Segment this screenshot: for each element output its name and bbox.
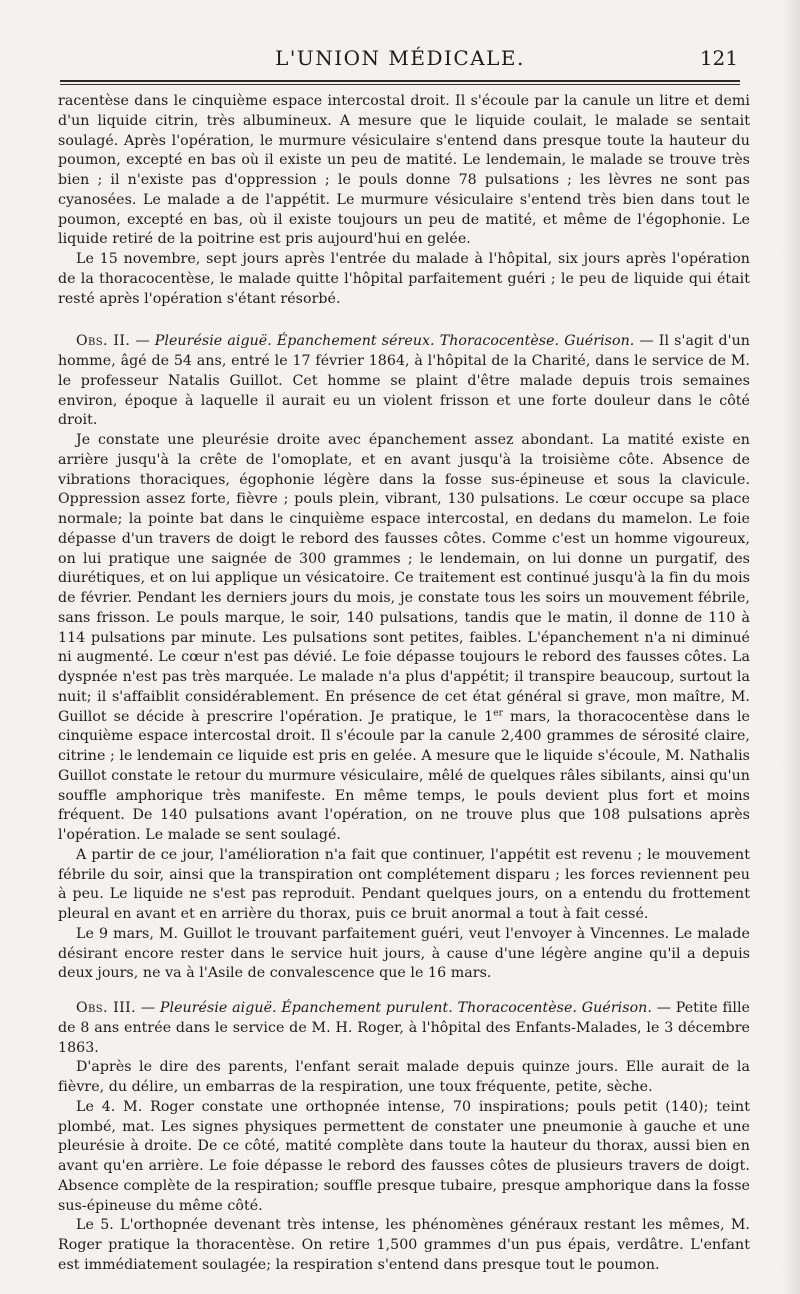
observation-3-label: Obs. III. — [76, 1000, 137, 1016]
paragraph-case-3-day-5: Le 5. L'orthopnée devenant très intense, les phénomènes généraux restant les mêmes, M. Roger pratique la thoracentèse. On retire 1,500 grammes d'un pus épais, verdâtre. L'enfant est immédiatement soulagée; la respiration s'entend dans presque tout le poumon. — [58, 1217, 750, 1273]
header-rule — [60, 80, 740, 82]
observation-2-title: Pleurésie aiguë. Épanchement séreux. Thoracocentèse. Guérison. — [154, 333, 635, 350]
observation-3-dash: — — [136, 1000, 160, 1016]
paragraph-case-2-findings — [58, 431, 750, 846]
paragraph-case-3-day-4: Le 4. M. Roger constate une orthopnée intense, 70 inspirations; pouls petit (140); teint plombé, mat. Les signes physiques permettent de constater une pneumonie à gauche et une pleurésie à droite. De ce côté, matité complète dans toute la hauteur du thorax, aussi bien en avant qu'en arrière. Le foie dépasse le rebord des fausses côtes de plusieurs travers de doigt. Absence complète de la respiration; souffle presque tubaire, presque amphorique dans la fosse sus-épineuse du même côté. — [58, 1098, 750, 1214]
paragraph-discharge: Le 15 novembre, sept jours après l'entrée du malade à l'hôpital, six jours après l'opération de la thoracocentèse, le malade quitte l'hôpital parfaitement guéri ; le peu de liquide qui était resté après l'opération s'étant résorbé. — [58, 251, 750, 307]
case-2-findings-part-1: Je constate une pleurésie droite avec épanchement assez abondant. La matité existe en arrière jusqu'à la crête de l'omoplate, et en avant jusqu'à la troisième côte. Absence de vibrations thoraciques, égophonie légère dans la fosse sus-épineuse et sous la clavicule. Oppression assez forte, fièvre ; pouls plein, vibrant, 130 pulsations. Le cœur occupe sa place normale; la pointe bat dans le cinquième espace intercostal, en dedans du mamelon. Le foie dépasse d'un travers de doigt le rebord des fausses côtes. Comme c'est un homme vigoureux, on lui pratique une saignée de 300 grammes ; le lendemain, on lui donne un purgatif, des diurétiques, et on lui applique un vésicatoire. Ce traitement est continué jusqu'à la fin du mois de février. Pendant les derniers jours du mois, je constate tous les soirs un mouvement fébrile, sans frisson. Le pouls marque, le soir, 140 pulsations, tandis que le matin, il donne de 110 à 114 pulsations par minute. Les pulsations sont petites, faibles. L'épanchement n'a ni diminué ni augmenté. Le cœur n'est pas dévié. Le foie dépasse toujours le rebord des fausses côtes. La dyspnée n'est pas très marquée. Le malade n'a plus d'appétit; il transpire beaucoup, surtout la nuit; il s'affaiblit considérablement. En présence de cet état général si grave, mon maître, M. Guillot se décide à prescrire l'opération. Je pratique, le 1 — [58, 432, 750, 725]
observation-3-title: Pleurésie aiguë. Épanchement purulent. Thoracocentèse. Guérison. — [159, 1000, 652, 1016]
case-2-findings-part-2: mars, la thoracocentèse dans le cinquième espace intercostal droit. Il s'écoule par la canule 2,400 grammes de sérosité claire, citrine ; le lendemain ce liquide est pris en gelée. A mesure que le liquide s'écoule, M. Nathalis Guillot constate le retour du murmure vésiculaire, mêlé de quelques râles sibilants, ainsi qu'un souffle amphorique très manifeste. En même temps, le pouls devient plus fort et moins fréquent. De 140 pulsations avant l'opération, on ne trouve plus que 108 pulsations après l'opération. Le malade se sent soulagé. — [58, 708, 750, 843]
observation-2-label: Obs. II. — [76, 333, 131, 350]
observation-3-intro — [58, 999, 750, 1058]
paragraph-case-3-history: D'après le dire des parents, l'enfant serait malade depuis quinze jours. Elle aurait de la fièvre, du délire, un embarras de la respiration, une toux fréquente, petite, sèche. — [58, 1059, 750, 1095]
observation-2-text: — Il s'agit d'un homme, âgé de 54 ans, entré le 17 février 1864, à l'hôpital de la Charité, dans le service de M. le professeur Natalis Guillot. Cet homme se plaint d'être malade depuis trois semaines environ, époque à laquelle il aurait eu un violent frisson et une forte douleur dans le côté droit. — [58, 333, 750, 429]
paragraph-case-2-improvement: A partir de ce jour, l'amélioration n'a fait que continuer, l'appétit est revenu ; le mouvement fébrile du soir, ainsi que la transpiration ont complétement disparu ; les forces reviennent peu à peu. Le liquide ne s'est pas reproduit. Pendant quelques jours, on a entendu du frottement pleural en avant et en arrière du thorax, puis ce bruit anormal a tout à fait cessé. — [58, 846, 750, 922]
ordinal-superscript: er — [493, 707, 503, 718]
observation-2-dash: — — [130, 333, 155, 350]
observation-2-intro — [58, 332, 750, 431]
observation-3-text: — Petite fille de 8 ans entrée dans le service de M. H. Roger, à l'hôpital des Enfants-Malades, le 3 décembre 1863. — [58, 1000, 751, 1056]
page-number: 121 — [699, 46, 738, 70]
running-title: L'UNION MÉDICALE. — [275, 46, 525, 70]
body-text — [58, 92, 750, 1276]
page-header — [60, 46, 740, 76]
paragraph-case-2-outcome: Le 9 mars, M. Guillot le trouvant parfaitement guéri, veut l'envoyer à Vincennes. Le malade désirant encore rester dans le service huit jours, à cause d'une légère angine qu'il a depuis deux jours, ne va à l'Asile de convalescence que le 16 mars. — [58, 925, 750, 982]
paragraph-continuation: racentèse dans le cinquième espace intercostal droit. Il s'écoule par la canule un litre et demi d'un liquide citrin, très albumineux. A mesure que le liquide coulait, le malade se sentait soulagé. Après l'opération, le murmure vésiculaire s'entend dans presque toute la hauteur du poumon, excepté en bas où il existe un peu de matité. Le lendemain, le malade se trouve très bien ; il n'existe pas d'oppression ; le pouls donne 78 pulsations ; les lèvres ne sont pas cyanosées. Le malade a de l'appétit. Le murmure vésiculaire s'entend très bien dans tout le poumon, excepté en bas, où il existe toujours un peu de matité, et même de l'égophonie. Le liquide retiré de la poitrine est pris aujourd'hui en gelée. — [58, 93, 750, 248]
